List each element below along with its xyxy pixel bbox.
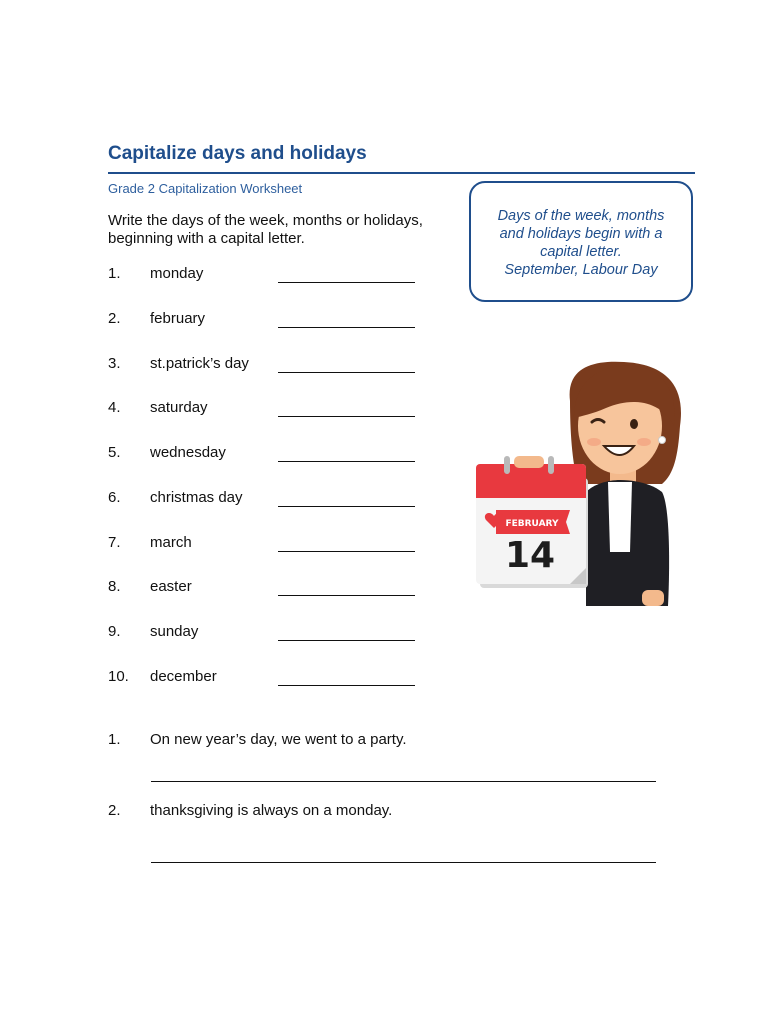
item-number: 2. (108, 310, 121, 327)
answer-blank[interactable] (278, 282, 415, 283)
tip-line: and holidays begin with a (499, 226, 663, 242)
worksheet-title: Capitalize days and holidays (108, 143, 367, 164)
sentence-text: On new year’s day, we went to a party. (150, 731, 407, 748)
title-divider (108, 172, 695, 174)
earring (659, 437, 666, 444)
answer-blank[interactable] (278, 595, 415, 596)
worksheet-subtitle: Grade 2 Capitalization Worksheet (108, 181, 303, 196)
sentence-text: thanksgiving is always on a monday. (150, 802, 393, 819)
answer-blank[interactable] (278, 506, 415, 507)
item-number: 5. (108, 444, 121, 461)
answer-blank[interactable] (278, 372, 415, 373)
item-word: st.patrick’s day (150, 355, 249, 372)
cheek (587, 438, 601, 446)
answer-blank[interactable] (278, 685, 415, 686)
item-number: 4. (108, 399, 121, 416)
item-word: easter (150, 578, 192, 595)
answer-blank[interactable] (278, 461, 415, 462)
item-word: march (150, 534, 192, 551)
item-word: christmas day (150, 489, 243, 506)
item-word: monday (150, 265, 204, 282)
item-word: wednesday (150, 444, 226, 461)
item-number: 10. (108, 668, 129, 685)
item-word: sunday (150, 623, 199, 640)
calendar-icon (476, 456, 588, 588)
eye-right (630, 419, 638, 429)
item-number: 7. (108, 534, 121, 551)
answer-blank[interactable] (278, 551, 415, 552)
item-number: 6. (108, 489, 121, 506)
calendar-day: 14 (504, 535, 556, 576)
sentence-answer-line[interactable] (151, 781, 656, 782)
cheek (637, 438, 651, 446)
item-word: february (150, 310, 206, 327)
shirt (608, 482, 632, 552)
hand (642, 590, 664, 606)
sentence-number: 2. (108, 802, 121, 819)
tip-line: capital letter. (540, 244, 622, 260)
item-number: 9. (108, 623, 121, 640)
instructions-text: Write the days of the week, months or holidays, beginning with a capital letter. (108, 212, 423, 247)
tip-line: Days of the week, months (497, 208, 665, 224)
item-word: december (150, 668, 217, 685)
teacher-calendar-illustration (474, 356, 684, 608)
sentence-number: 1. (108, 731, 121, 748)
answer-blank[interactable] (278, 416, 415, 417)
tip-line: September, Labour Day (504, 262, 658, 278)
item-word: saturday (150, 399, 208, 416)
item-number: 1. (108, 265, 121, 282)
tip-box (469, 181, 693, 302)
calendar-month: FEBRUARY (505, 519, 559, 529)
item-number: 8. (108, 578, 121, 595)
sentence-answer-line[interactable] (151, 862, 656, 863)
answer-blank[interactable] (278, 640, 415, 641)
answer-blank[interactable] (278, 327, 415, 328)
item-number: 3. (108, 355, 121, 372)
